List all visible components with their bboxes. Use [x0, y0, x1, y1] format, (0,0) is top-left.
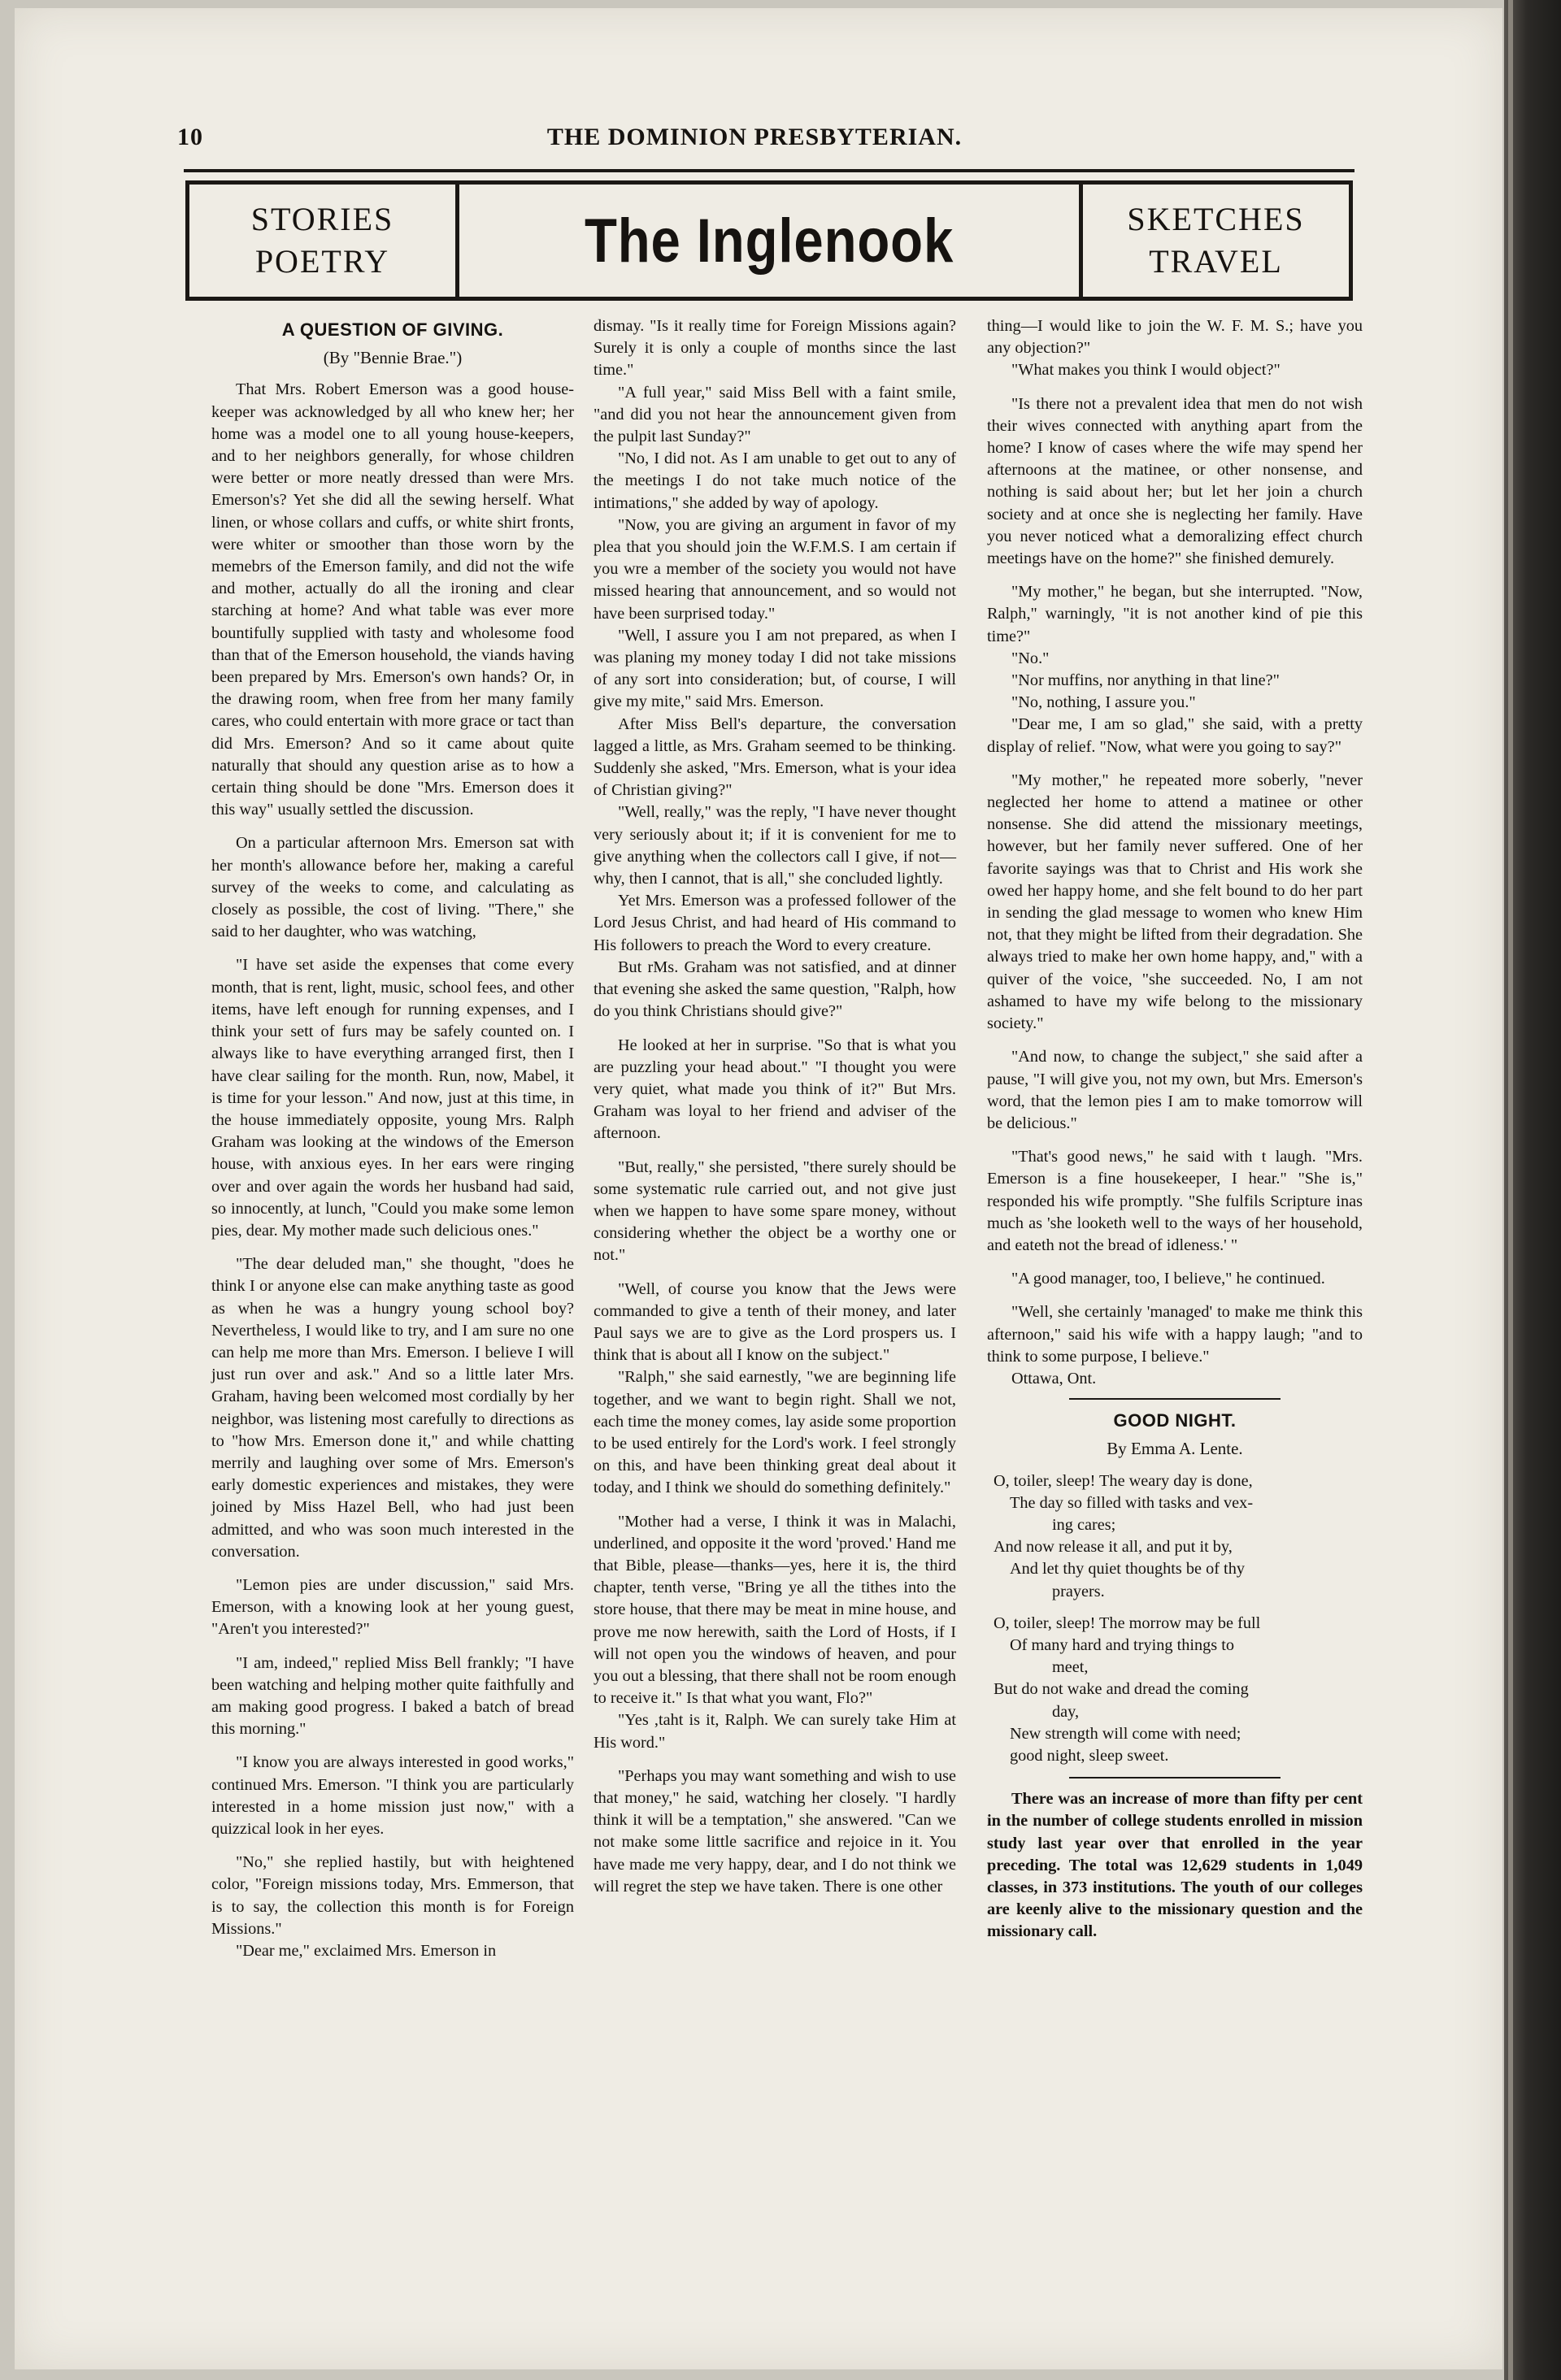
paragraph: "Dear me, I am so glad," she said, with a pretty display of relief. "Now, what were you going to say?"	[987, 715, 1363, 756]
paragraph: "Mother had a verse, I think it was in Malachi, underlined, and opposite it the word 'proved.' Hand me that Bible, please—thanks—yes, here it is, the third chapter, tenth verse, "Bring ye all the tithes into the store house, that there may be meat in mine house, and prove me now herewith, saith the Lord of Hosts, if I will not open you the windows of heaven, and pour you out a blessing, that there shall not be room enough to receive it." Is that what you want, Flo?"	[594, 1512, 956, 1708]
newspaper-page	[15, 8, 1502, 2369]
poem-byline: By Emma A. Lente.	[1107, 1439, 1243, 1459]
poem-line: But do not wake and dread the coming	[994, 1680, 1249, 1699]
paragraph: "No," she replied hastily, but with heightened color, "Foreign missions today, Mrs. Emmerson, that is to say, the collection this month is for Foreign Missions."	[211, 1853, 574, 1938]
paragraph: "My mother," he repeated more soberly, "never neglected her home to attend a matinee or other nonsense. She did attend the missionary meetings, however, but her family never suffered. One of her favorite sayings was that to Christ and His work she owed her happy home, and she felt bound to do her part in sending the glad message to women who knew Him not, that they might be lifted from their degradation. She always tried to make her own home happy, and," with a quiver of the voice, "she succeeded. No, I am not ashamed to have my wife belong to the missionary society."	[987, 771, 1363, 1033]
poem-stanza	[987, 1470, 1363, 1603]
section-title: The Inglenook	[584, 206, 954, 276]
paragraph: "Now, you are giving an argument in favor of my plea that you should join the W.F.M.S. I am certain if you wre a member of the society you would not have missed hearing that announcement, and so would not have been surprised today."	[594, 515, 956, 623]
paragraph: "No, I did not. As I am unable to get out to any of the meetings I do not take much notice of the intimations," she added by way of apology.	[594, 450, 956, 512]
page-number: 10	[177, 124, 203, 150]
poem-line: meet,	[1052, 1658, 1089, 1677]
banner-word-stories: STORIES	[250, 201, 394, 237]
paragraph: thing—I would like to join the W. F. M. S.; have you any objection?"	[987, 317, 1363, 358]
column-2	[594, 315, 956, 1898]
header-rule	[184, 169, 1354, 172]
paragraph: "A good manager, too, I believe," he continued.	[1011, 1270, 1325, 1288]
poem	[987, 1470, 1363, 1768]
poem-title: GOOD NIGHT.	[1113, 1410, 1237, 1431]
paragraph: "Is there not a prevalent idea that men do not wish their wives connected with anything apart from the home? I know of cases where the wife may spend her afternoons at the matinee, or other nonsense, and nothing is said about her; but let her join a church society and at once she is neglecting her family. Have you never noticed what a demoralizing effect church meetings have on the home?" she finished demurely.	[987, 394, 1363, 568]
paragraph: Yet Mrs. Emerson was a professed follower of the Lord Jesus Christ, and had heard of His command to His followers to preach the Word to every creature.	[594, 892, 956, 954]
paragraph: "No, nothing, I assure you."	[1011, 693, 1196, 712]
poem-stanza	[987, 1613, 1363, 1767]
section-divider	[1069, 1398, 1281, 1400]
poem-line: prayers.	[1052, 1582, 1105, 1600]
story-dateline: Ottawa, Ont.	[1011, 1369, 1097, 1388]
paragraph: "That's good news," he said with t laugh. "Mrs. Emerson is a fine housekeeper, I hear." "She is," responded his wife promptly. "She fulfils Scripture inas much as 'she looketh well to the ways of her household, and eateth not the bread of idleness.' "	[987, 1148, 1363, 1254]
paragraph: "Lemon pies are under discussion," said Mrs. Emerson, with a knowing look at her young guest, "Aren't you interested?"	[211, 1575, 574, 1639]
paragraph: That Mrs. Robert Emerson was a good house-keeper was acknowledged by all who knew her; her home was a model one to all young house-keepers, and to her neighbors generally, for whose children were better or more neatly dressed than were Mrs. Emerson's? Yet she did all the sewing herself. What linen, or whose collars and cuffs, or white shirt fronts, were whiter or smoother than those worn by the memebrs of the Emerson family, and did not the wife and mother, actually do all the ironing and clear starching at home? And what table was ever more bountifully supplied with tasty and wholesome food than that of the Emerson household, the viands having been prepared by Mrs. Emerson's own hands? Or, in the drawing room, when free from her many family cares, who could entertain with more grace or tact than did Mrs. Emerson? And so it came about quite naturally that should any question arise as to how a certain thing should be done "Mrs. Emerson does it this way" usually settled the discussion.	[211, 380, 574, 819]
paragraph: "Perhaps you may want something and wish to use that money," he said, watching her closely. "I hardly think it will be a temptation," she answered. "Can we not make some little sacrifice and rejoice in it. You have made me very happy, dear, and I do not think we will regret the step we have taken. There is one other	[594, 1766, 956, 1896]
paragraph: "Dear me," exclaimed Mrs. Emerson in	[236, 1942, 497, 1961]
poem-line: ing cares;	[1052, 1515, 1116, 1534]
column-1	[211, 315, 574, 1962]
poem-line: The day so filled with tasks and vex-	[1010, 1493, 1254, 1512]
paragraph: "The dear deluded man," she thought, "does he think I or anyone else can make anything taste as good as when he was a hungry young school boy? Nevertheless, I would like to try, and I am sure no one can help me more than Mrs. Emerson. I believe I will just run over and ask." And so a little later Mrs. Graham, having been welcomed most cordially by her neighbor, was listening most carefully to directions as to "how Mrs. Emerson done it," and while chatting merrily and laughing over some of Mrs. Emerson's early domestic experiences and mistakes, they were joined by Miss Hazel Bell, who had just been admitted, and who was soon much interested in the conversation.	[211, 1255, 574, 1561]
paragraph: He looked at her in surprise. "So that is what you are puzzling your head about." "I thought you were very quiet, what made you think of it?" But Mrs. Graham was loyal to her friend and adviser of the afternoon.	[594, 1036, 956, 1143]
poem-line: good night, sleep sweet.	[1010, 1746, 1169, 1765]
paragraph: "Ralph," she said earnestly, "we are beginning life together, and we want to begin right. Shall we not, each time the money comes, lay aside some proportion to be used entirely for the Lord's work. I feel strongly on this, and have been thinking great deal about it today, and I think we should do something definitely."	[594, 1368, 956, 1497]
story-title: A QUESTION OF GIVING.	[281, 319, 504, 340]
banner-word-travel: TRAVEL	[1149, 243, 1283, 280]
news-note: There was an increase of more than fifty per cent in the number of college students enrolled in mission study last year over that enrolled in the year preceding. The total was 12,629 students in 1,049 classes, in 373 institutions. The youth of our colleges are keenly alive to the missionary question and the missionary call.	[987, 1790, 1363, 1941]
banner-right-box	[1079, 185, 1349, 297]
poem-line: O, toiler, sleep! The weary day is done,	[994, 1471, 1253, 1490]
paragraph: "No."	[1011, 649, 1050, 667]
paragraph: "Well, she certainly 'managed' to make me think this afternoon," said his wife with a happy laugh; "and to think to some purpose, I believe."	[987, 1303, 1363, 1366]
poem-line: New strength will come with need;	[1010, 1724, 1241, 1743]
poem-line: And let thy quiet thoughts be of thy	[1010, 1560, 1245, 1579]
running-head	[15, 124, 1502, 159]
section-divider	[1069, 1777, 1281, 1778]
paragraph: "I know you are always interested in good works," continued Mrs. Emerson. "I think you are particularly interested in a home mission just now," with a quizzical look in her eyes.	[211, 1753, 574, 1838]
paragraph: "Nor muffins, nor anything in that line?"	[1011, 671, 1280, 690]
publication-title: THE DOMINION PRESBYTERIAN.	[546, 124, 963, 150]
banner-left-box	[189, 185, 459, 297]
binding-line	[1508, 0, 1513, 2380]
paragraph: After Miss Bell's departure, the conversation lagged a little, as Mrs. Graham seemed to be thinking. Suddenly she asked, "Mrs. Emerson, what is your idea of Christian giving?"	[594, 714, 956, 800]
paragraph: "Yes ,taht is it, Ralph. We can surely take Him at His word."	[594, 1711, 956, 1752]
paragraph: But rMs. Graham was not satisfied, and at dinner that evening she asked the same question, "Ralph, how do you think Christians should give?"	[594, 958, 956, 1021]
column-3	[987, 315, 1363, 1944]
poem-line: Of many hard and trying things to	[1010, 1635, 1235, 1654]
banner-word-sketches: SKETCHES	[1127, 201, 1305, 237]
paragraph: "A full year," said Miss Bell with a faint smile, "and did you not hear the announcement given from the pulpit last Sunday?"	[594, 383, 956, 446]
paragraph: "Well, of course you know that the Jews were commanded to give a tenth of their money, and later Paul says we are to give as the Lord prospers us. I think that is about all I know on the subject."	[594, 1279, 956, 1365]
poem-line: And now release it all, and put it by,	[994, 1538, 1233, 1557]
section-banner	[185, 180, 1353, 301]
paragraph: "What makes you think I would object?"	[1011, 361, 1281, 380]
paragraph: "But, really," she persisted, "there surely should be some systematic rule carried out, and not give just when we happen to have some spare money, without considering whether the object be a worthy one or not."	[594, 1157, 956, 1265]
paragraph: dismay. "Is it really time for Foreign Missions again? Surely it is only a couple of months since the last time."	[594, 317, 956, 380]
paragraph: "I am, indeed," replied Miss Bell frankly; "I have been watching and helping mother quite faithfully and am making good progress. I baked a batch of bread this morning."	[211, 1653, 574, 1739]
story-byline: (By "Bennie Brae.")	[323, 348, 463, 368]
banner-word-poetry: POETRY	[254, 243, 390, 280]
paragraph: "I have set aside the expenses that come every month, that is rent, light, music, school fees, and other items, have left enough for running expenses, and I think your sett of furs may be safely counted on. I always like to have everything arranged first, then I have clear sailing for the month. Run, now, Mabel, it is time for your lesson." And now, just at this time, in the house immediately opposite, young Mrs. Ralph Graham was looking at the windows of the Emerson house, with anxious eyes. In her ears were ringing over and over again the words her husband had said, so innocently, at lunch, "Could you make some lemon pies, dear. My mother made such delicious ones."	[211, 956, 574, 1240]
paragraph: On a particular afternoon Mrs. Emerson sat with her month's allowance before her, making a careful survey of the weeks to come, and calculating as closely as possible, the cost of living. "There," she said to her daughter, who was watching,	[211, 834, 574, 941]
paragraph: "My mother," he began, but she interrupted. "Now, Ralph," warningly, "it is not another kind of pie this time?"	[987, 583, 1363, 645]
poem-line: O, toiler, sleep! The morrow may be full	[994, 1613, 1261, 1632]
paragraph: "Well, really," was the reply, "I have never thought very seriously about it; if it is convenient for me to give anything when the collectors call I give, if not—why, then I cannot, that is all," she concluded lightly.	[594, 803, 956, 888]
poem-line: day,	[1052, 1702, 1080, 1721]
paragraph: "Well, I assure you I am not prepared, as when I was planing my money today I did not take missions of any sort into consideration; but, of course, I will give my mite," said Mrs. Emerson.	[594, 626, 956, 711]
paragraph: "And now, to change the subject," she said after a pause, "I will give you, not my own, but Mrs. Emerson's word, that the lemon pies I am to make tomorrow will be delicious."	[987, 1048, 1363, 1132]
banner-title-box	[459, 185, 1079, 297]
